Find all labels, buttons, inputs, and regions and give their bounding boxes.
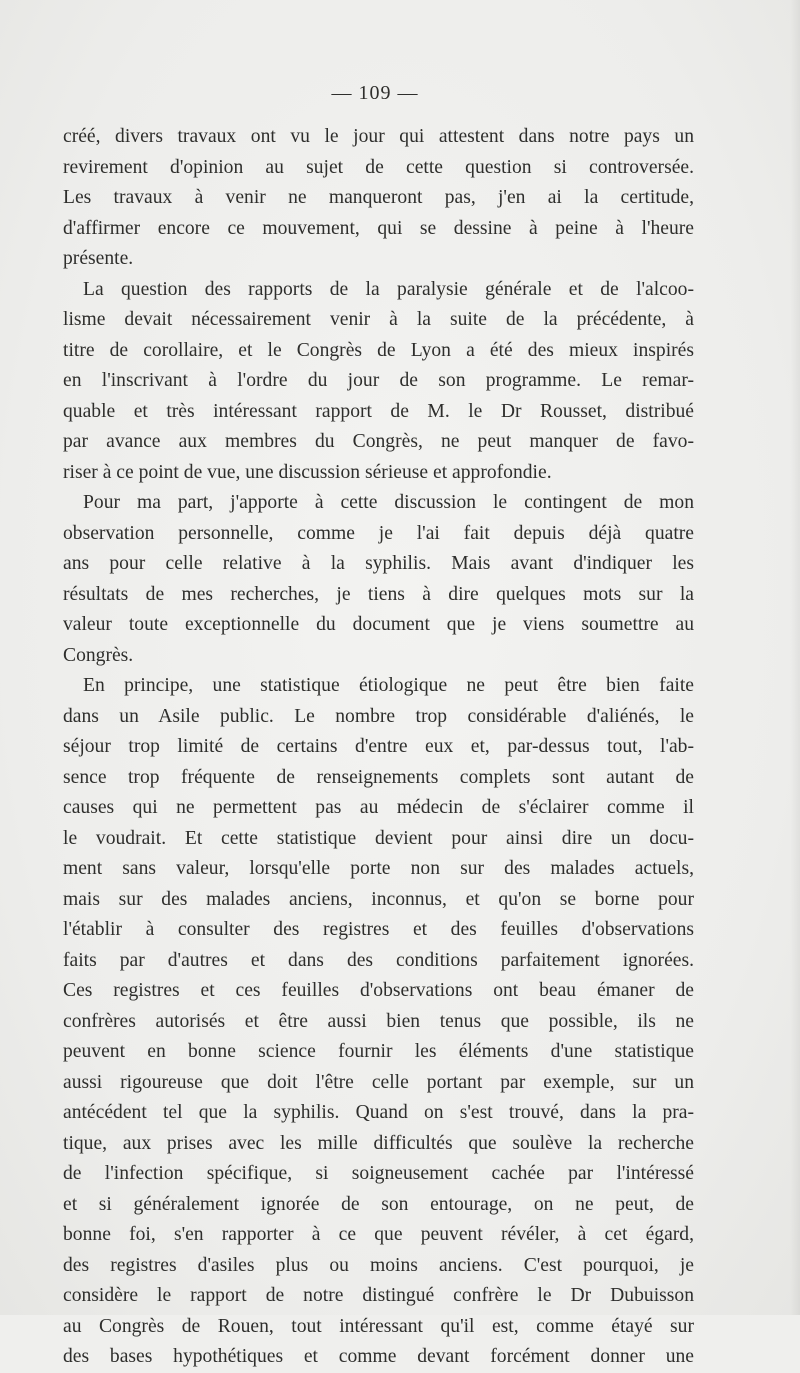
text-line: le voudrait. Et cette statistique devient pour ainsi dire un docu- (63, 827, 694, 849)
page-number: — 109 — (331, 82, 419, 104)
text-line: La question des rapports de la paralysie générale et de l'alcoo- (83, 278, 694, 300)
text-line: mais sur des malades anciens, inconnus, et qu'on se borne pour (63, 888, 694, 910)
text-line: tique, aux prises avec les mille difficultés que soulève la recherche (63, 1132, 694, 1154)
text-line: Ces registres et ces feuilles d'observations ont beau émaner de (63, 980, 694, 1001)
text-line: ment sans valeur, lorsqu'elle porte non sur des malades actuels, (63, 858, 694, 879)
text-line: bonne foi, s'en rapporter à ce que peuvent révéler, à cet égard, (63, 1224, 694, 1245)
text-line: des bases hypothétiques et comme devant forcément donner une (63, 1346, 694, 1367)
text-line: créé, divers travaux ont vu le jour qui attestent dans notre pays un (63, 126, 694, 147)
text-line: considère le rapport de notre distingué confrère le Dr Dubuisson (63, 1285, 694, 1306)
text-line: par avance aux membres du Congrès, ne peut manquer de favo- (63, 431, 694, 452)
text-line: présente. (63, 248, 134, 269)
text-line: peuvent en bonne science fournir les éléments d'une statistique (63, 1041, 694, 1062)
text-line: Pour ma part, j'apporte à cette discussion le contingent de mon (83, 492, 694, 513)
text-line: revirement d'opinion au sujet de cette question si controversée. (63, 156, 694, 178)
text-line: lisme devait nécessairement venir à la suite de la précédente, à (63, 309, 694, 330)
text-line: en l'inscrivant à l'ordre du jour de son programme. Le remar- (63, 370, 694, 391)
text-line: d'affirmer encore ce mouvement, qui se dessine à peine à l'heure (63, 217, 694, 239)
text-line: sence trop fréquente de renseignements complets sont autant de (63, 766, 694, 788)
text-line: valeur toute exceptionnelle du document que je viens soumettre au (63, 614, 694, 635)
text-line: ans pour celle relative à la syphilis. Mais avant d'indiquer les (63, 553, 694, 574)
text-line: Congrès. (63, 644, 134, 666)
text-line: quable et très intéressant rapport de M. le Dr Rousset, distribué (63, 400, 694, 422)
text-line: résultats de mes recherches, je tiens à dire quelques mots sur la (63, 583, 694, 605)
text-line: l'établir à consulter des registres et des feuilles d'observations (63, 919, 694, 940)
text-line: faits par d'autres et dans des conditions parfaitement ignorées. (63, 949, 694, 971)
text-line: des registres d'asiles plus ou moins anciens. C'est pourquoi, je (63, 1254, 694, 1276)
text-line: confrères autorisés et être aussi bien tenus que possible, ils ne (63, 1010, 694, 1032)
text-line: observation personnelle, comme je l'ai fait depuis déjà quatre (63, 522, 694, 544)
text-line: séjour trop limité de certains d'entre eux et, par-dessus tout, l'ab- (63, 736, 694, 757)
text-line: En principe, une statistique étiologique ne peut être bien faite (83, 675, 694, 696)
text-line: de l'infection spécifique, si soigneusement cachée par l'intéressé (63, 1163, 694, 1184)
text-line: dans un Asile public. Le nombre trop considérable d'aliénés, le (63, 705, 694, 727)
text-line: riser à ce point de vue, une discussion sérieuse et approfondie. (63, 461, 552, 483)
text-line: aussi rigoureuse que doit l'être celle portant par exemple, sur un (63, 1071, 694, 1093)
page-edge-shadow (790, 0, 800, 1315)
text-line: au Congrès de Rouen, tout intéressant qu'il est, comme étayé sur (63, 1315, 694, 1337)
text-line: causes qui ne permettent pas au médecin de s'éclairer comme il (63, 797, 694, 818)
text-line: antécédent tel que la syphilis. Quand on s'est trouvé, dans la pra- (63, 1102, 694, 1123)
text-line: Les travaux à venir ne manqueront pas, j'en ai la certitude, (63, 187, 694, 208)
text-line: titre de corollaire, et le Congrès de Lyon a été des mieux inspirés (63, 339, 694, 361)
body-text (63, 122, 694, 1373)
text-line: et si généralement ignorée de son entourage, on ne peut, de (63, 1193, 694, 1215)
